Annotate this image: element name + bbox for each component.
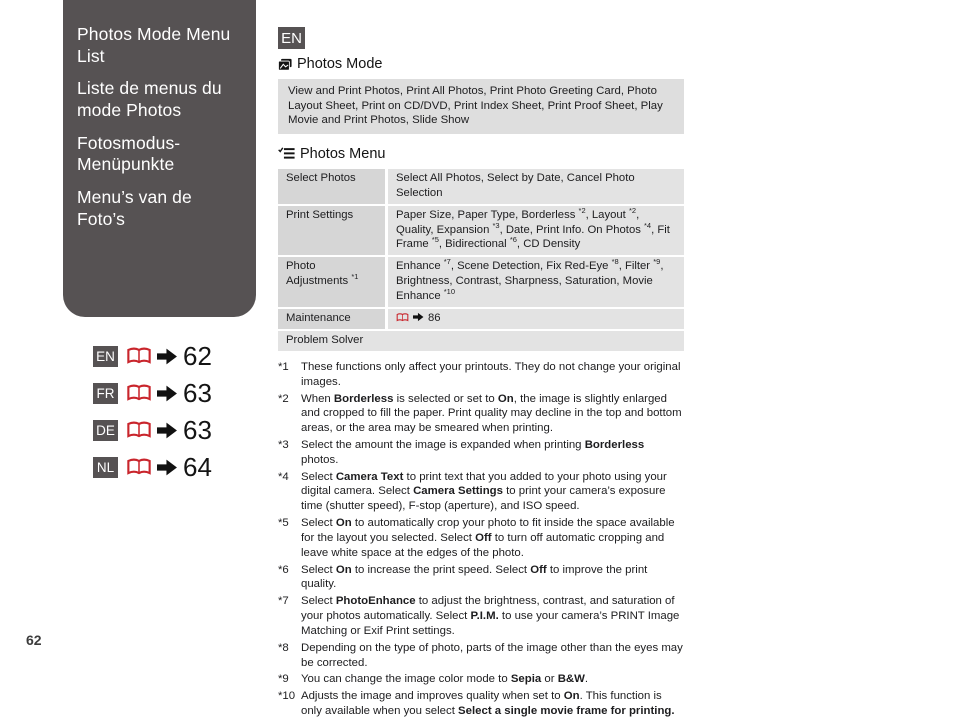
- footnotes: [278, 360, 684, 719]
- lang-badge: DE: [93, 420, 118, 441]
- footnote: [278, 689, 684, 719]
- footnote-text: When Borderless is selected or set to On, the image is slightly enlarged and cropped to fill the paper. Print quality may decline in the top and bottom areas, or the area may be smeared when printing.: [301, 392, 682, 435]
- footnote-text: Select On to increase the print speed. Select Off to improve the print quality.: [301, 563, 648, 591]
- footnote-number: *3: [278, 438, 289, 451]
- footnote: [278, 360, 684, 390]
- section-title: Photos Mode: [297, 56, 383, 72]
- table-value-cell: 86: [388, 309, 684, 329]
- footnote-text: These functions only affect your printouts. They do not change your original images.: [301, 360, 681, 388]
- footnote-number: *5: [278, 517, 289, 530]
- table-row: [278, 309, 684, 329]
- table-row: [278, 257, 684, 307]
- main-content: [278, 27, 684, 721]
- table-cell: Problem Solver: [278, 331, 684, 351]
- lang-badge: FR: [93, 383, 118, 404]
- footnote: [278, 672, 684, 687]
- arrow-icon: [157, 384, 178, 403]
- section-photos-mode-heading: [278, 56, 684, 72]
- footnote: [278, 516, 684, 560]
- table-label-cell: Maintenance: [278, 309, 385, 329]
- page-ref: 63: [183, 378, 212, 408]
- arrow-icon: [157, 347, 178, 366]
- lang-nav-item-fr[interactable]: [93, 378, 212, 408]
- lang-nav-item-nl[interactable]: [93, 452, 212, 482]
- language-badge: EN: [278, 27, 305, 49]
- footnote: [278, 470, 684, 514]
- table-row: [278, 206, 684, 256]
- book-icon: [126, 347, 152, 365]
- footnote-number: *1: [278, 360, 289, 373]
- page-ref: 63: [183, 415, 212, 445]
- book-icon: [126, 458, 152, 476]
- footnote: [278, 563, 684, 593]
- footnote-text: Select PhotoEnhance to adjust the brightness, contrast, and saturation of your photos automatically. Select P.I.M. to use your camera’s PRINT Image Matching or Exif Print settings.: [301, 595, 680, 637]
- photos-mode-box: View and Print Photos, Print All Photos, Print Photo Greeting Card, Photo Layout Sheet, Print on CD/DVD, Print Index Sheet, Print Proof Sheet, Play Movie and Print Photos, Slide Show: [278, 79, 684, 134]
- footnote-number: *10: [278, 690, 296, 703]
- page-number: 62: [26, 632, 42, 648]
- table-label-cell: Photo Adjustments $^{*1}$: [278, 257, 385, 307]
- arrow-icon: [157, 458, 178, 477]
- book-icon: [396, 313, 409, 322]
- table-value-cell: Enhance $^{*7}$, Scene Detection, Fix Red-Eye $^{*8}$, Filter $^{*9}$, Brightness, Contrast, Sharpness, Saturation, Movie Enhance $^{*10}$: [388, 257, 684, 307]
- footnote-number: *2: [278, 392, 289, 405]
- lang-nav: [93, 341, 212, 492]
- checklist-menu-icon: [278, 147, 295, 160]
- sidebar-titles: [77, 24, 240, 231]
- arrow-icon: [157, 421, 178, 440]
- footnote: [278, 438, 684, 468]
- footnote: [278, 392, 684, 436]
- table-label-cell: Select Photos: [278, 169, 385, 204]
- table-row: [278, 331, 684, 351]
- footnote-text: You can change the image color mode to Sepia or B&W.: [301, 673, 589, 686]
- lang-badge: EN: [93, 346, 118, 367]
- footnote-number: *8: [278, 641, 289, 654]
- footnote-number: *7: [278, 595, 289, 608]
- page-ref: 64: [183, 452, 212, 482]
- sidebar-title: Liste de menus du mode Photos: [77, 78, 222, 121]
- footnote-text: Select Camera Text to print text that you added to your photo using your digital camera. Select Camera Settings to print your camera’s exposure time (shutter speed), F-stop (aperture), and ISO speed.: [301, 470, 667, 513]
- footnote-number: *4: [278, 470, 289, 483]
- arrow-icon: [413, 312, 424, 322]
- lang-nav-item-en[interactable]: [93, 341, 212, 371]
- table-value-cell: Paper Size, Paper Type, Borderless $^{*2}$, Layout $^{*2}$, Quality, Expansion $^{*3}$, Date, Print Info. On Photos $^{*4}$, Fit Frame $^{*5}$, Bidirectional $^{*6}$, CD Density: [388, 206, 684, 256]
- table-value-cell: Select All Photos, Select by Date, Cancel Photo Selection: [388, 169, 684, 204]
- book-icon: [126, 384, 152, 402]
- lang-nav-item-de[interactable]: [93, 415, 212, 445]
- page-ref: 62: [183, 341, 212, 371]
- lang-badge: NL: [93, 457, 118, 478]
- photos-mode-icon: [278, 58, 292, 71]
- sidebar-title: Menu’s van de Foto’s: [77, 187, 192, 229]
- footnote: [278, 641, 684, 671]
- photos-menu-table: [278, 169, 684, 351]
- footnote-number: *9: [278, 673, 289, 686]
- footnote-text: Select On to automatically crop your photo to fit inside the space available for the layout you selected. Select Off to turn off automatic cropping and leave white space at the edges of the photo.: [301, 517, 675, 559]
- table-label-cell: Print Settings: [278, 206, 385, 256]
- section-photos-menu-heading: [278, 146, 684, 162]
- book-icon: [126, 421, 152, 439]
- section-title: Photos Menu: [300, 145, 386, 162]
- footnote-text: Adjusts the image and improves quality when set to On. This function is only available when you select Select a single movie frame for printing.: [301, 690, 675, 718]
- sidebar-title: Photos Mode Menu List: [77, 24, 231, 66]
- sidebar-tab: [63, 0, 256, 317]
- footnote-text: Depending on the type of photo, parts of the image other than the eyes may be corrected.: [301, 641, 683, 669]
- footnote-text: Select the amount the image is expanded when printing Borderless photos.: [301, 438, 645, 466]
- table-row: [278, 169, 684, 204]
- footnote: [278, 594, 684, 638]
- sidebar-title: Fotosmodus-Menüpunkte: [77, 132, 181, 175]
- footnote-number: *6: [278, 563, 289, 576]
